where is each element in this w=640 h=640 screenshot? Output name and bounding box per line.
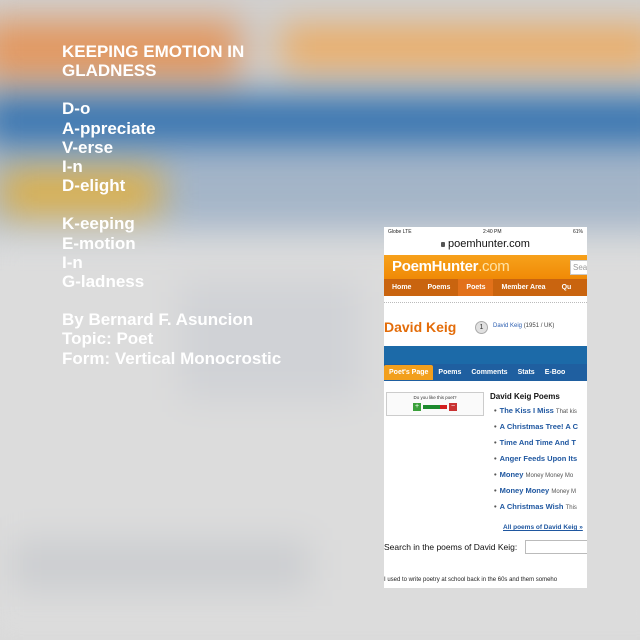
poem-line: A-ppreciate xyxy=(62,118,156,138)
poem-title-link[interactable]: Time And Time And T xyxy=(499,438,576,447)
poems-heading: David Keig Poems xyxy=(490,392,560,401)
like-minus-icon[interactable]: − xyxy=(450,403,456,410)
bullet-icon: • xyxy=(494,470,497,479)
bullet-icon: • xyxy=(494,486,497,495)
poet-tabs xyxy=(384,364,587,381)
author-years: (1951 / UK) xyxy=(523,323,555,329)
site-search-input[interactable]: Sea xyxy=(570,260,587,275)
list-item[interactable] xyxy=(494,439,587,455)
nav-poems[interactable]: Poems xyxy=(427,284,451,291)
lock-icon xyxy=(441,242,445,247)
list-item[interactable] xyxy=(494,423,587,439)
poem-title-link[interactable]: Money xyxy=(499,470,524,479)
poem-line: D-o xyxy=(62,99,91,119)
list-item[interactable] xyxy=(494,503,587,519)
poem-search-label: Search in the poems of David Keig: xyxy=(384,542,518,552)
logo-suffix: .com xyxy=(478,258,510,275)
poem-line: I-n xyxy=(62,252,83,272)
bullet-icon: • xyxy=(494,406,497,415)
poem-credits xyxy=(62,310,362,368)
rank-badge: 1 xyxy=(475,321,488,334)
bullet-icon: • xyxy=(494,422,497,431)
nav-member-area[interactable]: Member Area xyxy=(501,284,546,291)
poem-author: By Bernard F. Asuncion xyxy=(62,310,254,330)
site-header xyxy=(384,255,587,279)
poem-snippet: That kis xyxy=(555,409,577,415)
all-poems-link[interactable]: All poems of David Keig » xyxy=(503,524,583,531)
divider xyxy=(384,296,587,303)
poem-search-input[interactable] xyxy=(525,540,587,554)
list-item[interactable] xyxy=(494,487,587,503)
poem-line: D-elight xyxy=(62,176,126,196)
tab-stats[interactable]: Stats xyxy=(517,369,535,376)
poem-text xyxy=(62,42,362,387)
poem-form: Form: Vertical Monocrostic xyxy=(62,348,282,368)
tab-poets-page[interactable]: Poet's Page xyxy=(384,365,433,380)
bullet-icon: • xyxy=(494,438,497,447)
battery-label: 61% xyxy=(572,229,583,235)
site-logo[interactable] xyxy=(392,258,510,275)
nav-poets[interactable]: Poets xyxy=(458,279,493,296)
author-name: David Keig xyxy=(384,319,457,335)
nav-home[interactable]: Home xyxy=(392,284,412,291)
poem-title-line: KEEPING EMOTION IN xyxy=(62,42,245,61)
address-bar[interactable] xyxy=(384,237,587,251)
poem-snippet: Money M xyxy=(551,489,577,495)
list-item[interactable] xyxy=(494,407,587,423)
poem-title-link[interactable]: Money Money xyxy=(499,486,550,495)
carrier-label: Globe LTE xyxy=(388,229,412,235)
phone-screenshot xyxy=(384,227,587,588)
tab-comments[interactable]: Comments xyxy=(471,369,508,376)
like-plus-icon[interactable]: + xyxy=(414,403,420,410)
poem-snippet: Money Money Mo xyxy=(525,473,574,479)
status-bar xyxy=(384,227,587,237)
like-poet-widget xyxy=(386,392,484,416)
clock-label: 2:40 PM xyxy=(482,229,502,235)
poem-stanza-2 xyxy=(62,214,362,291)
author-info xyxy=(493,323,554,329)
tab-poems[interactable]: Poems xyxy=(438,369,462,376)
url-text: poemhunter.com xyxy=(448,238,530,250)
poem-title-link[interactable]: A Christmas Tree! A C xyxy=(499,422,578,431)
poem-line: G-ladness xyxy=(62,272,145,292)
site-nav xyxy=(384,279,587,296)
tab-ebooks[interactable]: E-Boo xyxy=(544,369,566,376)
bullet-icon: • xyxy=(494,502,497,511)
author-link[interactable]: David Keig xyxy=(493,323,523,329)
bullet-icon: • xyxy=(494,454,497,463)
poem-topic: Topic: Poet xyxy=(62,329,154,349)
poem-line: I-n xyxy=(62,157,83,177)
poem-title-link[interactable]: The Kiss I Miss xyxy=(499,406,554,415)
list-item[interactable] xyxy=(494,455,587,471)
poem-snippet: This xyxy=(565,505,577,511)
poem-stanza-1 xyxy=(62,99,362,195)
rating-bar xyxy=(423,405,447,409)
nav-quotes[interactable]: Qu xyxy=(561,284,572,291)
poem-title-link[interactable]: A Christmas Wish xyxy=(499,502,564,511)
poem-title-line: GLADNESS xyxy=(62,61,157,81)
poem-line: K-eeping xyxy=(62,214,135,234)
poem-line: V-erse xyxy=(62,137,114,157)
poem-title-link[interactable]: Anger Feeds Upon Its xyxy=(499,454,578,463)
poem-title xyxy=(62,42,362,80)
like-prompt: Do you like this poet? xyxy=(413,395,457,400)
poem-line: E-motion xyxy=(62,233,136,253)
list-item[interactable] xyxy=(494,471,587,487)
poem-list xyxy=(494,407,587,519)
banner-bar xyxy=(384,346,587,364)
bio-text: I used to write poetry at school back in the 60s and them someho xyxy=(384,577,558,583)
logo-name: PoemHunter xyxy=(392,258,479,275)
